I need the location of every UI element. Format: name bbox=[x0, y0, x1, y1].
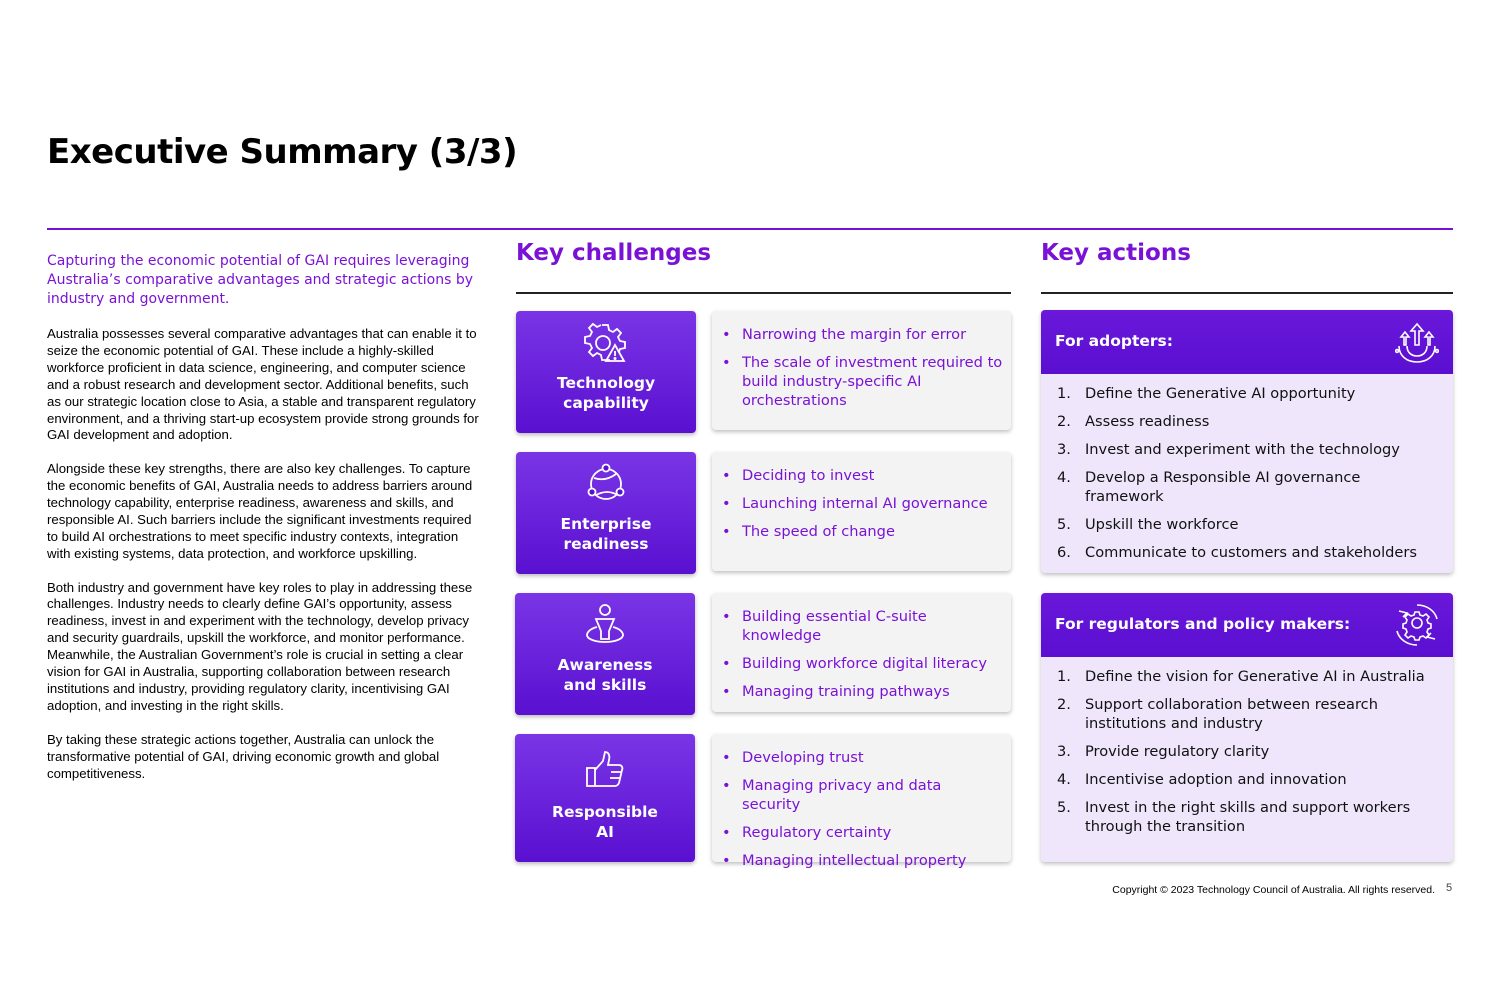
challenge-tile-awareness bbox=[515, 593, 695, 715]
list-item: • Managing intellectual property bbox=[722, 851, 1003, 870]
challenges-heading: Key challenges bbox=[516, 240, 712, 266]
list-item: • The speed of change bbox=[722, 522, 1003, 541]
list-item: 5. Invest in the right skills and support workers through the transition bbox=[1057, 799, 1411, 835]
copyright-footer: Copyright © 2023 Technology Council of Australia. All rights reserved. bbox=[1112, 884, 1435, 896]
page-title: Executive Summary (3/3) bbox=[47, 132, 518, 172]
actions-heading: Key actions bbox=[1041, 240, 1191, 266]
paragraph: Australia possesses several comparative advantages that can enable it to seize the economic potential of GAI. These include a highly-skilled workforce proficient in data science, engineering, and computer science and a robust research and development sector. Additional benefits, such as our strategic location close to Asia, a stable and transparent regulatory environment, and a thriving start-up ecosystem provide strong grounds for GAI development and adoption. bbox=[47, 326, 479, 443]
challenge-tile-enterprise bbox=[516, 452, 696, 574]
network-cycle-icon bbox=[584, 462, 628, 506]
list-item: 1. Define the vision for Generative AI in Australia bbox=[1057, 668, 1425, 685]
gear-hands-icon bbox=[1395, 603, 1439, 647]
list-item-text: Incentivise adoption and innovation bbox=[1085, 771, 1347, 788]
challenge-label-line: Responsible bbox=[552, 803, 658, 821]
challenge-label-line: Enterprise bbox=[560, 515, 652, 533]
challenge-label-line: readiness bbox=[563, 535, 649, 553]
list-item-text: Assess readiness bbox=[1085, 413, 1210, 430]
challenge-label bbox=[515, 802, 695, 842]
adopters-panel bbox=[1041, 310, 1453, 573]
panel-header bbox=[1041, 310, 1453, 374]
list-item: • Deciding to invest bbox=[722, 466, 1003, 485]
list-item: 1. Define the Generative AI opportunity bbox=[1057, 385, 1356, 402]
list-item-text: Define the vision for Generative AI in Australia bbox=[1085, 668, 1425, 685]
challenge-label bbox=[515, 655, 695, 695]
challenge-label bbox=[516, 514, 696, 554]
title-divider bbox=[47, 228, 1453, 230]
list-item-text: Communicate to customers and stakeholders bbox=[1085, 544, 1418, 561]
list-item: 2. Assess readiness bbox=[1057, 413, 1210, 430]
paragraph: Both industry and government have key roles to play in addressing these challenges. Industry needs to clearly define GAI’s opportunity, assess readiness, invest in and experiment with the technology, develop privacy and security guardrails, upskill the workforce, and monitor performance. Meanwhile, the Australian Government’s role is crucial in setting a clear vision for GAI in Australia, supporting collaboration between research institutions and industry, providing regulatory clarity, incentivising GAI adoption, and investing in the right skills. bbox=[47, 579, 473, 713]
challenge-detail-awareness bbox=[712, 593, 1011, 712]
challenge-label-line: AI bbox=[596, 823, 614, 841]
list-item-text: Upskill the workforce bbox=[1085, 516, 1239, 533]
challenge-label-line: Awareness bbox=[557, 656, 653, 674]
list-item: • Narrowing the margin for error bbox=[722, 325, 1003, 344]
list-item: 3. Invest and experiment with the technology bbox=[1057, 441, 1400, 458]
upload-arrows-icon bbox=[1395, 320, 1439, 364]
challenge-label-line: capability bbox=[563, 394, 649, 412]
list-item: 3. Provide regulatory clarity bbox=[1057, 743, 1270, 760]
panel-header bbox=[1041, 593, 1453, 657]
list-item: 4. Develop a Responsible AI governance framework bbox=[1057, 469, 1361, 505]
challenge-label-line: Technology bbox=[556, 374, 656, 392]
challenge-tile-technology bbox=[516, 311, 696, 433]
paragraph: Alongside these key strengths, there are also key challenges. To capture the economic benefits of GAI, Australia needs to address barriers around technology capability, enterprise readiness, awareness and skills, and responsible AI. Such barriers include the significant investments required to build AI orchestrations to meet specific industry contexts, integration with existing systems, data protection, and workforce upskilling. bbox=[47, 461, 473, 561]
list-item: • Managing privacy and data security bbox=[722, 776, 1003, 814]
list-item-text: Support collaboration between research institutions and industry bbox=[1085, 696, 1378, 732]
lead-statement: Capturing the economic potential of GAI requires leveraging Australia’s comparative advantages and strategic actions by industry and government. bbox=[47, 253, 474, 307]
list-item: • The scale of investment required to build industry-specific AI orchestrations bbox=[722, 353, 1003, 410]
list-item: 4. Incentivise adoption and innovation bbox=[1057, 771, 1347, 788]
challenge-detail-enterprise bbox=[712, 452, 1011, 571]
panel-title: For regulators and policy makers: bbox=[1055, 615, 1351, 633]
thumbs-up-icon bbox=[583, 748, 627, 792]
list-item-text: Provide regulatory clarity bbox=[1085, 743, 1270, 760]
challenge-label bbox=[516, 373, 696, 413]
list-item-text: Define the Generative AI opportunity bbox=[1085, 385, 1356, 402]
list-item: • Building essential C-suite knowledge bbox=[722, 607, 1003, 645]
list-item: • Regulatory certainty bbox=[722, 823, 1003, 842]
challenge-detail-responsible bbox=[712, 734, 1011, 869]
challenge-detail-technology bbox=[712, 311, 1011, 430]
list-item: • Managing training pathways bbox=[722, 682, 1003, 701]
regulators-panel bbox=[1041, 593, 1453, 862]
list-item: • Developing trust bbox=[722, 748, 1003, 767]
list-item-text: Invest and experiment with the technology bbox=[1085, 441, 1400, 458]
paragraph: By taking these strategic actions together, Australia can unlock the transformative potential of GAI, driving economic growth and global competitiveness. bbox=[47, 731, 440, 781]
person-target-icon bbox=[583, 603, 627, 647]
list-item: • Building workforce digital literacy bbox=[722, 654, 1003, 673]
challenge-label-line: and skills bbox=[563, 676, 647, 694]
list-item: • Launching internal AI governance bbox=[722, 494, 1003, 513]
body-text bbox=[47, 326, 480, 799]
challenge-tile-responsible bbox=[515, 734, 695, 862]
list-item: 6. Communicate to customers and stakeholders bbox=[1057, 544, 1418, 561]
actions-divider bbox=[1041, 292, 1453, 294]
list-item-text: Invest in the right skills and support workers through the transition bbox=[1085, 799, 1411, 835]
list-item: 2. Support collaboration between research institutions and industry bbox=[1057, 696, 1378, 732]
list-item: 5. Upskill the workforce bbox=[1057, 516, 1239, 533]
list-item-text: Develop a Responsible AI governance framework bbox=[1085, 469, 1361, 505]
gear-warning-icon bbox=[584, 321, 628, 365]
panel-title: For adopters: bbox=[1055, 332, 1173, 350]
page-number: 5 bbox=[1446, 882, 1453, 894]
challenges-divider bbox=[516, 292, 1011, 294]
